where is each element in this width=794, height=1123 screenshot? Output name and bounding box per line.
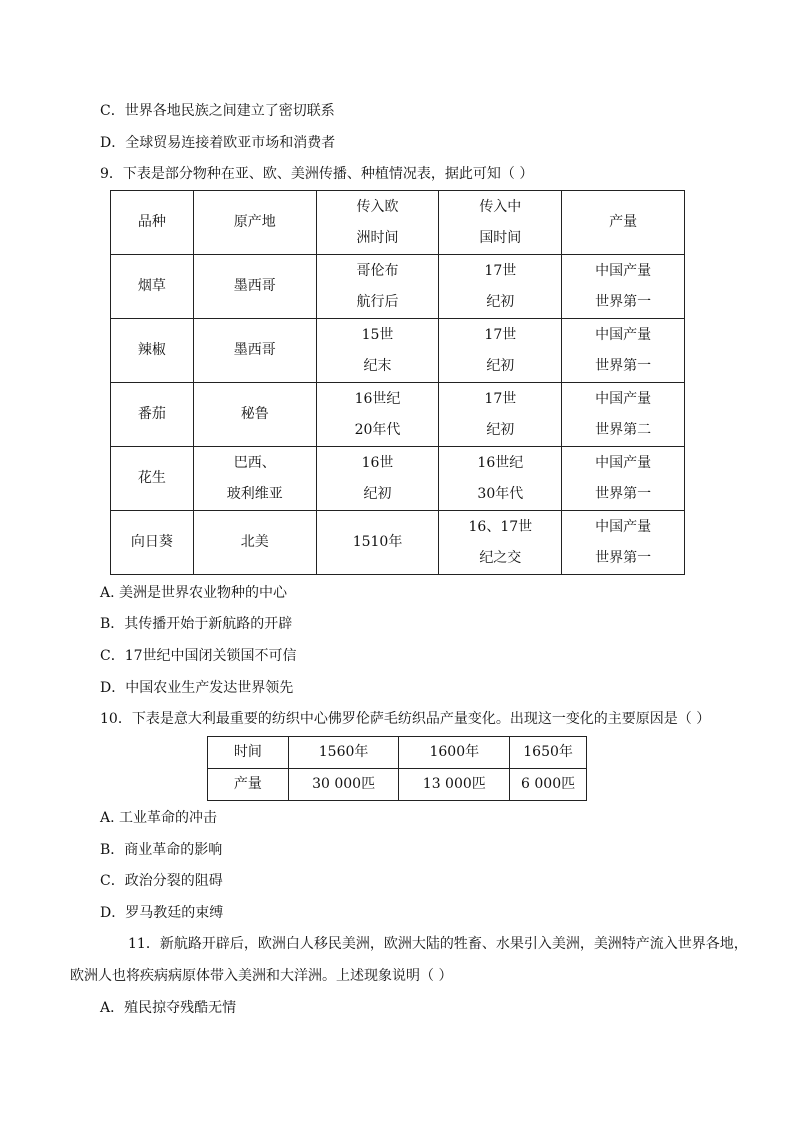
table-cell: 17世 纪初 [439,319,562,383]
table-cell: 16世纪 20年代 [316,383,439,447]
table-cell: 中国产量 世界第一 [562,511,685,575]
table-cell: 17世 纪初 [439,383,562,447]
table-row [208,769,587,801]
table-row [111,319,685,383]
q11-stem-line-2: 欧洲人也将疾病病原体带入美洲和大洋洲。上述现象说明（ ） [70,968,453,984]
q8-option-c: C．世界各地民族之间建立了密切联系 [100,103,335,119]
header-cell: 品种 [111,191,194,255]
q10-table [207,736,587,801]
table-cell: 15世 纪末 [316,319,439,383]
table-row [111,447,685,511]
table-cell: 产量 [208,769,289,801]
table-row [111,255,685,319]
table-cell: 1650年 [510,737,587,769]
table-cell: 墨西哥 [193,255,316,319]
q9-stem: 9．下表是部分物种在亚、欧、美洲传播、种植情况表，据此可知（ ） [100,166,534,182]
table-cell: 番茄 [111,383,194,447]
table-cell: 中国产量 世界第一 [562,255,685,319]
table-cell: 13 000匹 [399,769,510,801]
table-cell: 时间 [208,737,289,769]
q10-option-d: D．罗马教廷的束缚 [100,905,224,921]
table-cell: 中国产量 世界第一 [562,319,685,383]
table-cell: 1600年 [399,737,510,769]
table-row [111,383,685,447]
q10-option-b: B．商业革命的影响 [100,842,223,858]
table-cell: 辣椒 [111,319,194,383]
table-row [208,737,587,769]
table-cell: 17世 纪初 [439,255,562,319]
table-cell: 花生 [111,447,194,511]
q10-stem: 10．下表是意大利最重要的纺织中心佛罗伦萨毛纺织品产量变化。出现这一变化的主要原因是（ ） [100,711,711,727]
header-cell: 传入中 国时间 [439,191,562,255]
table-cell: 北美 [193,511,316,575]
table-cell: 烟草 [111,255,194,319]
table-cell: 中国产量 世界第二 [562,383,685,447]
table-cell: 中国产量 世界第一 [562,447,685,511]
table-cell: 1510年 [316,511,439,575]
q9-option-d: D．中国农业生产发达世界领先 [100,680,294,696]
table-cell: 哥伦布 航行后 [316,255,439,319]
table-cell: 16世纪 30年代 [439,447,562,511]
q9-table-header-row [111,191,685,255]
q10-option-a: A. 工业革命的冲击 [100,810,218,826]
table-cell: 16世 纪初 [316,447,439,511]
table-cell: 向日葵 [111,511,194,575]
table-cell: 1560年 [288,737,399,769]
q9-option-a: A. 美洲是世界农业物种的中心 [100,585,288,601]
table-cell: 秘鲁 [193,383,316,447]
q9-table [110,190,685,575]
table-cell: 墨西哥 [193,319,316,383]
table-cell: 16、17世 纪之交 [439,511,562,575]
table-cell: 6 000匹 [510,769,587,801]
header-cell: 产量 [562,191,685,255]
header-cell: 原产地 [193,191,316,255]
q8-option-d: D．全球贸易连接着欧亚市场和消费者 [100,135,336,151]
table-cell: 30 000匹 [288,769,399,801]
q9-option-c: C．17世纪中国闭关锁国不可信 [100,648,297,664]
q11-option-a: A．殖民掠夺残酷无情 [100,1000,237,1016]
header-cell: 传入欧 洲时间 [316,191,439,255]
q10-option-c: C．政治分裂的阻碍 [100,873,223,889]
q11-stem-line-1: 11．新航路开辟后，欧洲白人移民美洲，欧洲大陆的牲畜、水果引入美洲，美洲特产流入世界各地， [128,936,748,952]
q9-option-b: B．其传播开始于新航路的开辟 [100,616,293,632]
table-row [111,511,685,575]
table-cell: 巴西、 玻利维亚 [193,447,316,511]
